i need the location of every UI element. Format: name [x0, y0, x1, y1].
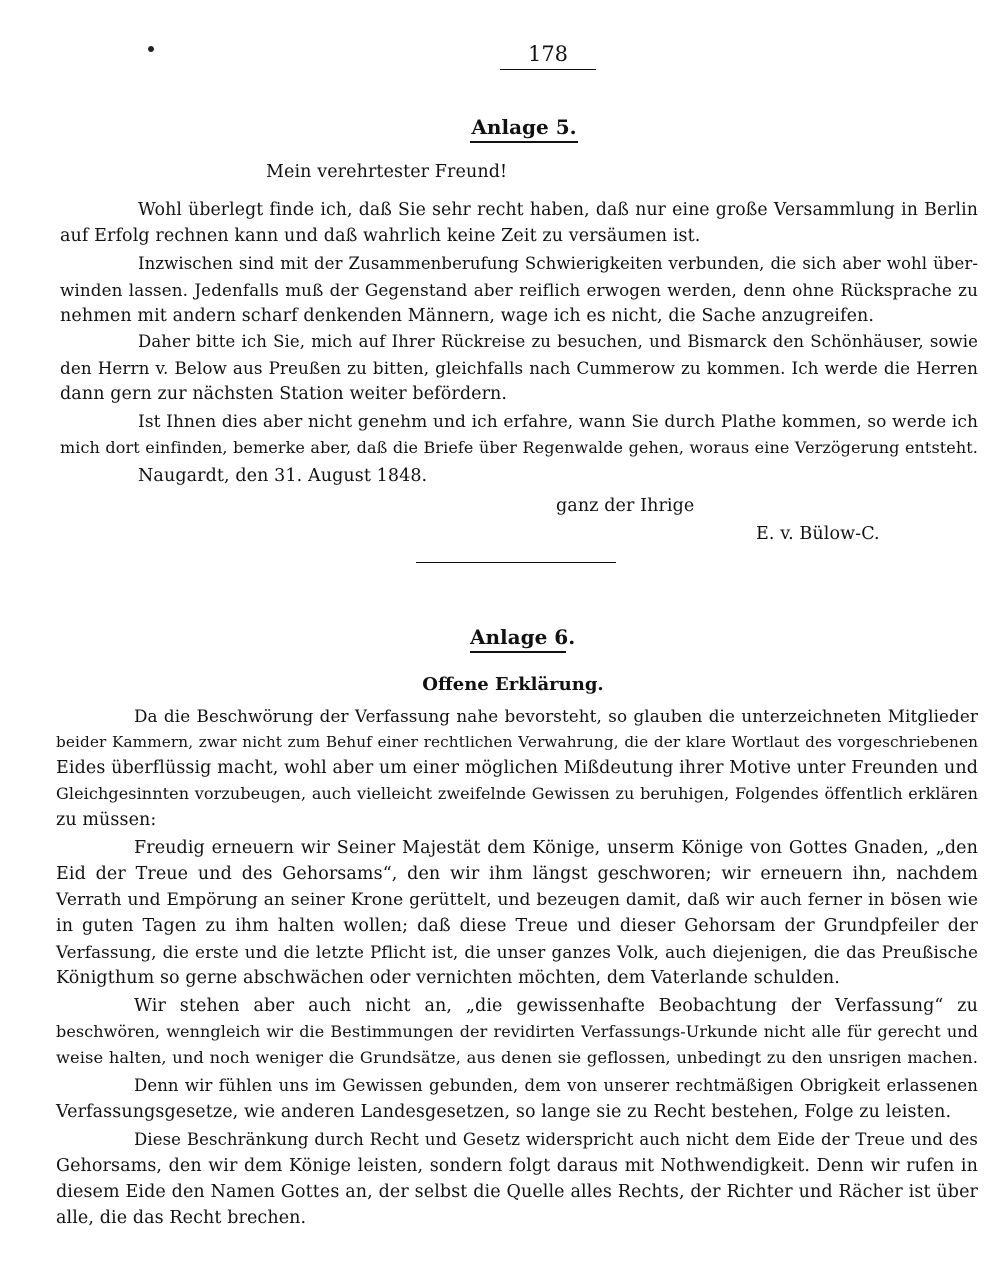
anlage-6-line: in guten Tagen zu ihm halten wollen; daß diese Treue und dieser Gehorsam der Grundpfeiler der — [56, 916, 978, 936]
anlage-6-line: Gleichgesinnten vorzubeugen, auch vielleicht zweifelnde Gewissen zu beruhigen, Folgendes öffentlich erklären — [56, 784, 978, 803]
margin-dot — [148, 46, 154, 52]
anlage-6-line: Verrath und Empörung an seiner Krone gerüttelt, und bezeugen damit, daß wir auch ferner in bösen wie — [56, 890, 978, 910]
anlage-5-line: dann gern zur nächsten Station weiter befördern. — [60, 384, 508, 404]
dateline: Naugardt, den 31. August 1848. — [138, 466, 428, 486]
page-number: 178 — [527, 42, 569, 66]
anlage-6-line: Verfassung, die erste und die letzte Pflicht ist, die unser ganzes Volk, auch diejenigen, die das Preußische — [56, 942, 978, 962]
section-divider — [416, 562, 616, 563]
anlage-6-line: Eides überflüssig macht, wohl aber um einer möglichen Mißdeutung ihrer Motive unter Freunden und — [56, 758, 978, 778]
anlage-5-line: mich dort einfinden, bemerke aber, daß die Briefe über Regenwalde gehen, woraus eine Verzögerung entsteht. — [60, 438, 978, 457]
anlage-6-line: Da die Beschwörung der Verfassung nahe bevorsteht, so glauben die unterzeichneten Mitglieder — [134, 706, 978, 726]
anlage-6-heading: Anlage 6. — [470, 625, 576, 649]
anlage-6-line: alle, die das Recht brechen. — [56, 1208, 307, 1228]
anlage-5-line: Wohl überlegt finde ich, daß Sie sehr recht haben, daß nur eine große Versammlung in Berlin — [138, 200, 978, 220]
anlage-5-line: den Herrn v. Below aus Preußen zu bitten, gleichfalls nach Cummerow zu kommen. Ich werde die Herren — [60, 358, 978, 378]
anlage-6-line: beschwören, wenngleich wir die Bestimmungen der revidirten Verfassungs-Urkunde nicht alle für gerecht und — [56, 1022, 978, 1041]
anlage-6-line: diesem Eide den Namen Gottes an, der selbst die Quelle alles Rechts, der Richter und Rächer ist über — [56, 1182, 978, 1202]
anlage-6-subheading: Offene Erklärung. — [422, 674, 604, 695]
anlage-6-line: Freudig erneuern wir Seiner Majestät dem Könige, unserm Könige von Gottes Gnaden, „den — [134, 838, 978, 858]
closing: ganz der Ihrige — [556, 496, 695, 516]
anlage-6-line: Verfassungsgesetze, wie anderen Landesgesetzen, so lange sie zu Recht bestehen, Folge zu leisten. — [56, 1102, 952, 1122]
anlage-6-line: zu müssen: — [56, 810, 157, 830]
anlage-5-line: Daher bitte ich Sie, mich auf Ihrer Rückreise zu besuchen, und Bismarck den Schönhäuser, sowie — [138, 332, 978, 351]
anlage-5-line: Inzwischen sind mit der Zusammenberufung Schwierigkeiten verbunden, die sich aber wohl über- — [138, 254, 978, 273]
anlage-6-heading-rule — [470, 651, 566, 653]
signature: E. v. Bülow-C. — [756, 524, 880, 544]
anlage-6-line: Denn wir fühlen uns im Gewissen gebunden, dem von unserer rechtmäßigen Obrigkeit erlassenen — [134, 1076, 978, 1095]
anlage-5-line: nehmen mit andern scharf denkenden Männern, wage ich es nicht, die Sache anzugreifen. — [60, 306, 875, 326]
anlage-5-heading-rule — [470, 141, 578, 143]
anlage-6-line: Gehorsams, den wir dem Könige leisten, sondern folgt daraus mit Nothwendigkeit. Denn wir rufen in — [56, 1156, 978, 1176]
anlage-6-line: Wir stehen aber auch nicht an, „die gewissenhafte Beobachtung der Verfassung“ zu — [134, 996, 978, 1016]
salutation: Mein verehrtester Freund! — [266, 162, 508, 182]
anlage-5-heading: Anlage 5. — [471, 115, 577, 139]
anlage-5-line: auf Erfolg rechnen kann und daß wahrlich keine Zeit zu versäumen ist. — [60, 226, 701, 246]
anlage-6-line: Diese Beschränkung durch Recht und Gesetz widerspricht auch nicht dem Eide der Treue und des — [134, 1130, 978, 1149]
anlage-5-line: Ist Ihnen dies aber nicht genehm und ich erfahre, wann Sie durch Plathe kommen, so werde ich — [138, 412, 978, 432]
header-rule — [500, 69, 596, 70]
anlage-6-line: beider Kammern, zwar nicht zum Behuf einer rechtlichen Verwahrung, die der klare Wortlaut des vorgeschriebenen — [56, 733, 978, 751]
anlage-6-line: Eid der Treue und des Gehorsams“, den wir ihm längst geschworen; wir erneuern ihn, nachdem — [56, 864, 978, 884]
anlage-6-line: weise halten, und noch weniger die Grundsätze, aus denen sie geflossen, unbedingt zu den unsrigen machen. — [56, 1048, 978, 1067]
anlage-6-line: Königthum so gerne abschwächen oder vernichten möchten, dem Vaterlande schulden. — [56, 968, 840, 988]
anlage-5-line: winden lassen. Jedenfalls muß der Gegenstand aber reiflich erwogen werden, denn ohne Rücksprache zu — [60, 280, 978, 300]
